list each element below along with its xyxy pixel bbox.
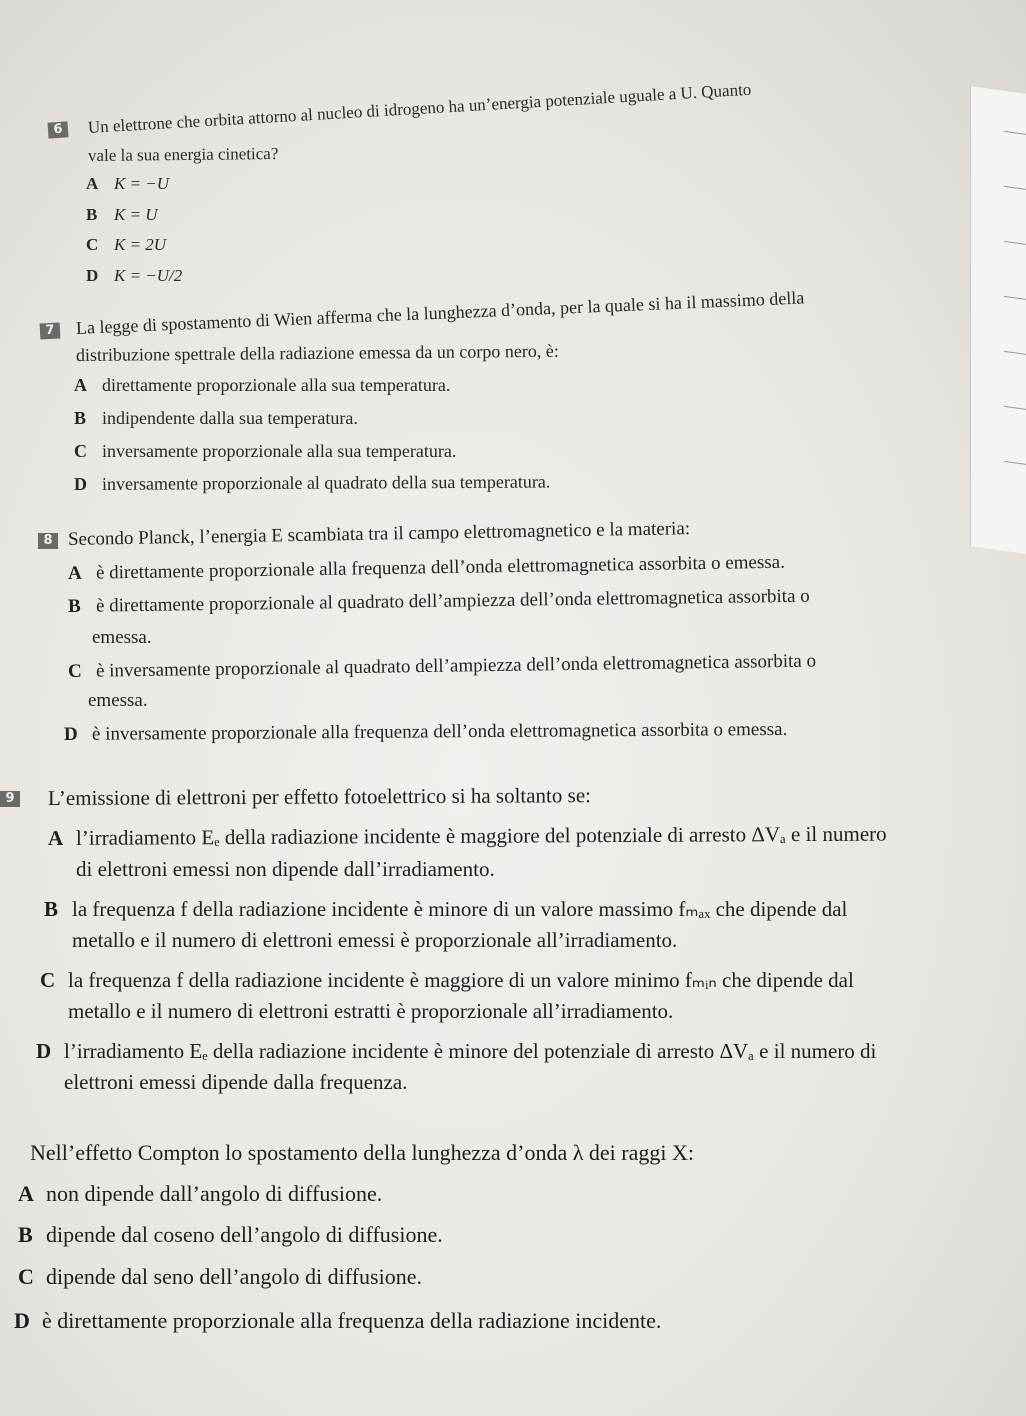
answer-option-c[interactable]: C è inversamente proporzionale al quadrato dell’ampiezza dell’onda elettromagnetica assorbita o <box>67 650 817 682</box>
answer-option-d-continued: elettroni emessi dipende dalla frequenza. <box>64 1070 408 1094</box>
answer-option-d[interactable]: D inversamente proporzionale al quadrato della sua temperatura. <box>73 471 551 494</box>
answer-option-d[interactable]: D è direttamente proporzionale alla frequenza della radiazione incidente. <box>14 1308 662 1333</box>
answer-option-a[interactable]: A non dipende dall’angolo di diffusione. <box>18 1181 383 1206</box>
answer-option-a[interactable]: A K = −U <box>86 174 170 193</box>
answer-option-c[interactable]: C dipende dal seno dell’angolo di diffusione. <box>18 1264 422 1289</box>
answer-option-d[interactable]: D l’irradiamento Eₑ della radiazione incidente è minore del potenziale di arresto ΔVₐ e il numero di <box>36 1039 877 1063</box>
answer-option-b[interactable]: B dipende dal coseno dell’angolo di diffusione. <box>18 1222 443 1247</box>
answer-option-b[interactable]: B K = U <box>86 205 158 224</box>
answer-option-a[interactable]: A direttamente proporzionale alla sua temperatura. <box>74 375 451 395</box>
question-number-badge: 8 <box>38 533 58 549</box>
answer-option-a[interactable]: A l’irradiamento Eₑ della radiazione incidente è maggiore del potenziale di arresto ΔVₐ e il numero <box>47 821 887 850</box>
answer-option-c[interactable]: C la frequenza f della radiazione incidente è maggiore di un valore minimo fₘᵢₙ che dipende dal <box>40 968 854 992</box>
answer-option-b[interactable]: B indipendente dalla sua temperatura. <box>74 408 358 428</box>
question-number-badge: 9 <box>0 791 20 807</box>
answer-option-a-continued: di elettroni emessi non dipende dall’irradiamento. <box>76 857 495 881</box>
answer-option-b-continued: emessa. <box>92 627 152 648</box>
question-text: Secondo Planck, l’energia E scambiata tra il campo elettromagnetico e la materia: <box>67 518 691 550</box>
underlying-paper-edge <box>970 86 1026 554</box>
answer-option-b[interactable]: B la frequenza f della radiazione incidente è minore di un valore massimo fₘₐₓ che dipende dal <box>44 897 848 921</box>
question-text: distribuzione spettrale della radiazione emessa da un corpo nero, è: <box>75 340 559 365</box>
question-text: vale la sua energia cinetica? <box>87 144 279 165</box>
answer-option-c[interactable]: C K = 2U <box>86 235 167 254</box>
question-number-badge: 6 <box>47 121 68 138</box>
question-number-badge: 7 <box>40 322 61 339</box>
answer-option-c[interactable]: C inversamente proporzionale alla sua temperatura. <box>74 441 457 461</box>
question-text: Un elettrone che orbita attorno al nucleo di idrogeno ha un’energia potenziale uguale a U. Quanto <box>87 79 752 137</box>
question-text: Nell’effetto Compton lo spostamento della lunghezza d’onda λ dei raggi X: <box>30 1140 694 1165</box>
answer-option-b-continued: metallo e il numero di elettroni emessi è proporzionale all’irradiamento. <box>72 928 678 952</box>
question-text: La legge di spostamento di Wien afferma che la lunghezza d’onda, per la quale si ha il massimo della <box>75 287 805 338</box>
answer-option-d[interactable]: D K = −U/2 <box>86 266 183 285</box>
answer-option-b[interactable]: B è direttamente proporzionale al quadrato dell’ampiezza dell’onda elettromagnetica assorbita o <box>67 585 810 617</box>
answer-option-a[interactable]: A è direttamente proporzionale alla frequenza dell’onda elettromagnetica assorbita o emessa. <box>67 551 786 584</box>
question-text: L’emissione di elettroni per effetto fotoelettrico si ha soltanto se: <box>47 783 592 810</box>
answer-option-d[interactable]: D è inversamente proporzionale alla frequenza dell’onda elettromagnetica assorbita o emessa. <box>63 718 788 745</box>
answer-option-c-continued: metallo e il numero di elettroni estratti è proporzionale all’irradiamento. <box>68 999 674 1023</box>
answer-option-c-continued: emessa. <box>88 690 148 711</box>
